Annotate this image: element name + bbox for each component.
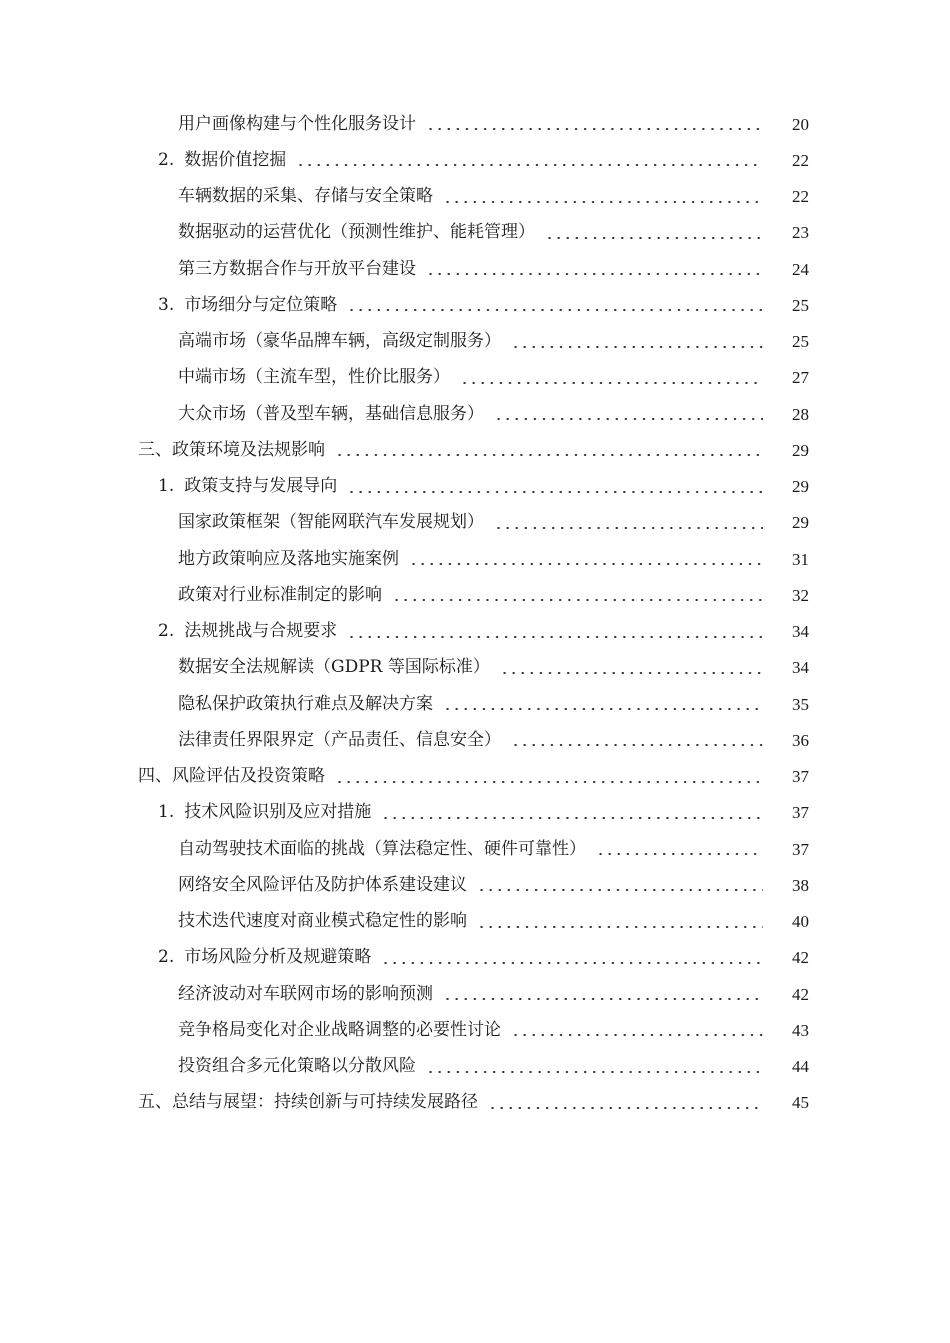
- toc-entry-title: 技术风险识别及应对措施: [184, 802, 372, 823]
- toc-entry-page-number: 29: [792, 440, 809, 460]
- toc-entry-page-number: 25: [792, 332, 809, 352]
- dot-leader: [381, 817, 763, 819]
- toc-entry[interactable]: [0, 686, 950, 722]
- toc-entry[interactable]: [0, 396, 950, 432]
- toc-entry-title: 大众市场（普及型车辆，基础信息服务）: [178, 403, 484, 424]
- toc-entry-title: 地方政策响应及落地实施案例: [178, 548, 399, 569]
- toc-entry[interactable]: [0, 1012, 950, 1048]
- toc-entry[interactable]: [0, 360, 950, 396]
- dot-leader: [494, 418, 763, 420]
- toc-entry-title: 四、风险评估及投资策略: [138, 766, 325, 787]
- toc-entry-title: 用户画像构建与个性化服务设计: [178, 113, 416, 134]
- toc-entry[interactable]: [0, 541, 950, 577]
- toc-entry-page-number: 36: [792, 730, 809, 750]
- dot-leader: [596, 853, 763, 855]
- dot-leader: [381, 962, 763, 964]
- toc-entry[interactable]: [0, 179, 950, 215]
- toc-entry-title: 自动驾驶技术面临的挑战（算法稳定性、硬件可靠性）: [178, 838, 586, 859]
- toc-entry[interactable]: [0, 251, 950, 287]
- dot-leader: [511, 1034, 763, 1036]
- toc-entry-page-number: 40: [792, 912, 809, 932]
- dot-leader: [477, 926, 763, 928]
- toc-entry-title: 中端市场（主流车型，性价比服务）: [178, 367, 450, 388]
- dot-leader: [409, 563, 763, 565]
- toc-entry-page-number: 31: [792, 549, 809, 569]
- toc-entry-page-number: 27: [792, 368, 809, 388]
- dot-leader: [426, 273, 763, 275]
- toc-entry-title: 数据驱动的运营优化（预测性维护、能耗管理）: [178, 222, 535, 243]
- toc-entry-title: 技术迭代速度对商业模式稳定性的影响: [178, 911, 467, 932]
- dot-leader: [335, 454, 763, 456]
- toc-entry-title: 三、政策环境及法规影响: [138, 439, 325, 460]
- toc-entry[interactable]: [0, 287, 950, 323]
- toc-entry[interactable]: [0, 722, 950, 758]
- dot-leader: [347, 491, 763, 493]
- toc-entry[interactable]: [0, 650, 950, 686]
- toc-entry[interactable]: [0, 614, 950, 650]
- toc-entry-page-number: 44: [792, 1057, 809, 1077]
- toc-entry[interactable]: [0, 106, 950, 142]
- toc-entry[interactable]: [0, 1049, 950, 1085]
- toc-entry-page-number: 24: [792, 259, 809, 279]
- toc-entry-title: 政策对行业标准制定的影响: [178, 584, 382, 605]
- toc-entry[interactable]: [0, 577, 950, 613]
- dot-leader: [335, 781, 763, 783]
- dot-leader: [443, 201, 763, 203]
- toc-entry-number: 2.: [158, 621, 175, 642]
- dot-leader: [488, 1107, 763, 1109]
- dot-leader: [545, 237, 763, 239]
- dot-leader: [500, 672, 763, 674]
- dot-leader: [443, 998, 763, 1000]
- table-of-contents: [0, 106, 950, 1121]
- toc-entry-page-number: 42: [792, 984, 809, 1004]
- toc-entry-page-number: 37: [792, 803, 809, 823]
- toc-entry-page-number: 22: [792, 150, 809, 170]
- toc-entry[interactable]: [0, 831, 950, 867]
- toc-entry[interactable]: [0, 904, 950, 940]
- toc-entry-number: 1.: [158, 476, 175, 497]
- toc-entry-page-number: 25: [792, 295, 809, 315]
- toc-entry[interactable]: [0, 795, 950, 831]
- dot-leader: [477, 889, 763, 891]
- dot-leader: [443, 708, 763, 710]
- dot-leader: [460, 382, 763, 384]
- toc-entry-number: 2.: [158, 149, 175, 170]
- toc-entry[interactable]: [0, 142, 950, 178]
- toc-entry-number: 1.: [158, 802, 175, 823]
- toc-entry-page-number: 29: [792, 513, 809, 533]
- dot-leader: [426, 1071, 763, 1073]
- dot-leader: [347, 636, 763, 638]
- toc-entry-page-number: 35: [792, 694, 809, 714]
- toc-entry-title: 经济波动对车联网市场的影响预测: [178, 983, 433, 1004]
- toc-entry-page-number: 29: [792, 477, 809, 497]
- toc-entry-title: 第三方数据合作与开放平台建设: [178, 258, 416, 279]
- toc-entry-page-number: 34: [792, 622, 809, 642]
- toc-entry-title: 竞争格局变化对企业战略调整的必要性讨论: [178, 1019, 501, 1040]
- toc-entry-title: 政策支持与发展导向: [184, 476, 338, 497]
- toc-entry[interactable]: [0, 867, 950, 903]
- toc-entry[interactable]: [0, 976, 950, 1012]
- toc-entry-title: 数据安全法规解读（GDPR 等国际标准）: [178, 657, 490, 678]
- toc-entry-title: 车辆数据的采集、存储与安全策略: [178, 186, 433, 207]
- toc-entry-page-number: 23: [792, 223, 809, 243]
- toc-entry-page-number: 34: [792, 658, 809, 678]
- toc-entry[interactable]: [0, 1085, 950, 1121]
- toc-entry-page-number: 43: [792, 1020, 809, 1040]
- toc-entry[interactable]: [0, 505, 950, 541]
- toc-entry-page-number: 38: [792, 875, 809, 895]
- toc-entry-title: 数据价值挖掘: [184, 149, 287, 170]
- dot-leader: [511, 744, 763, 746]
- toc-entry-page-number: 45: [792, 1093, 809, 1113]
- toc-entry-page-number: 20: [792, 114, 809, 134]
- toc-entry-page-number: 37: [792, 767, 809, 787]
- toc-entry-title: 五、总结与展望：持续创新与可持续发展路径: [138, 1092, 478, 1113]
- toc-entry-title: 投资组合多元化策略以分散风险: [178, 1056, 416, 1077]
- toc-entry-title: 法规挑战与合规要求: [184, 621, 338, 642]
- toc-entry-title: 法律责任界限界定（产品责任、信息安全）: [178, 729, 501, 750]
- toc-entry-title: 国家政策框架（智能网联汽车发展规划）: [178, 512, 484, 533]
- toc-entry[interactable]: [0, 940, 950, 976]
- toc-entry-page-number: 42: [792, 948, 809, 968]
- toc-entry[interactable]: [0, 469, 950, 505]
- toc-entry[interactable]: [0, 215, 950, 251]
- toc-entry-number: 2.: [158, 947, 175, 968]
- toc-entry[interactable]: [0, 759, 950, 795]
- toc-entry-title: 网络安全风险评估及防护体系建设建议: [178, 874, 467, 895]
- toc-entry-page-number: 37: [792, 839, 809, 859]
- dot-leader: [296, 164, 763, 166]
- toc-entry-page-number: 28: [792, 404, 809, 424]
- toc-entry[interactable]: [0, 432, 950, 468]
- toc-entry-title: 高端市场（豪华品牌车辆，高级定制服务）: [178, 331, 501, 352]
- toc-entry[interactable]: [0, 324, 950, 360]
- dot-leader: [426, 128, 763, 130]
- dot-leader: [392, 599, 763, 601]
- toc-entry-title: 市场风险分析及规避策略: [184, 947, 372, 968]
- dot-leader: [494, 527, 763, 529]
- toc-entry-number: 3.: [158, 294, 175, 315]
- toc-entry-page-number: 32: [792, 585, 809, 605]
- toc-entry-title: 市场细分与定位策略: [184, 294, 338, 315]
- toc-entry-page-number: 22: [792, 187, 809, 207]
- dot-leader: [347, 309, 763, 311]
- dot-leader: [511, 346, 763, 348]
- toc-entry-title: 隐私保护政策执行难点及解决方案: [178, 693, 433, 714]
